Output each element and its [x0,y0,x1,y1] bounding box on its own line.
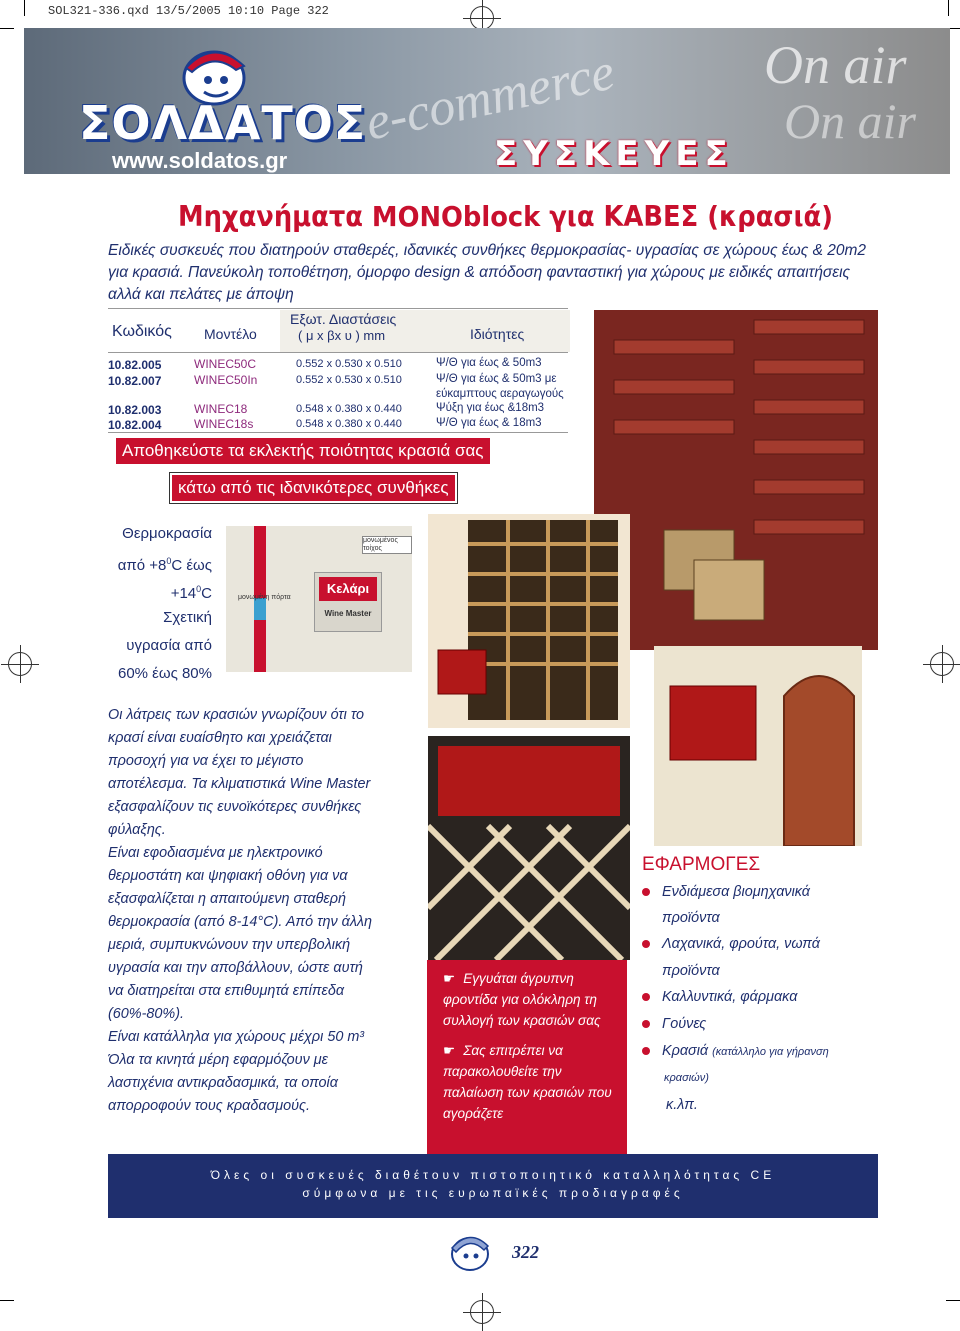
diagram-door [254,598,266,620]
body-line: αποτέλεσμα. Τα κλιματιστικά Wine Master [108,776,371,792]
col-header-dims: Εξωτ. Διαστάσεις [290,311,397,327]
application-item-etc: κ.λπ. [666,1097,698,1113]
diagram-wall-label: μονωμένος τοίχος [362,536,412,554]
cellar-diagram [226,526,412,672]
body-line: (60%-80%). [108,1006,184,1022]
body-line: να διατηρείται στα επιθυμητά επίπεδα [108,983,345,999]
body-line: μεριά, συμπυκνώνουν την υπερβολική [108,937,351,953]
feature-item: ☛ Εγγυάται άγρυπνη φροντίδα για ολόκληρη τη συλλογή των κρασιών σας [443,971,601,1028]
description-text [108,704,408,1118]
hand-pointer-icon: ☛ [443,1043,456,1058]
brick-racks-illustration [594,310,878,650]
row-dims: 0.548 x 0.380 x 0.440 [296,418,402,430]
crop-mark [0,28,14,29]
diagram-unit [314,572,382,632]
hand-pointer-icon: ☛ [443,971,456,986]
photo-wine-bottles-lattice [428,736,630,960]
temp-line: Θερμοκρασία [122,525,212,542]
application-item: Λαχανικά, φρούτα, νωπά [642,936,820,952]
body-line: προσοχή για να έχει το μέγιστο [108,753,304,769]
intro-paragraph: Ειδικές συσκευές που διατηρούν σταθερές, ιδανικές συνθήκες θερμοκρασίας- υγρασίας σε χώρους έως & 20m2 για κρασιά. Πανεύκολη τοποθέτηση, όμορφο design & απόδοση φανταστική για χώρους με ειδικές απαιτήσεις αλλά και πελάτες με άποψη [108,242,866,303]
row-code: 10.82.007 [108,374,162,388]
photo-wine-rack-room [428,514,630,728]
row-prop: Ψ/Θ για έως & 50m3 με [436,373,557,385]
crop-mark [24,0,25,16]
col-header-model: Μοντέλο [204,326,257,342]
application-item-cont: κρασιών) [664,1072,709,1084]
col-header-props: Ιδιότητες [470,326,525,342]
section-title: ΣΥΣΚΕΥΕΣ [494,134,734,174]
row-prop-2: εύκαμπτους αεραγωγούς [436,388,564,400]
header-banner [24,28,950,174]
row-model: WINEC50C [194,357,257,371]
feature-box [427,960,627,1154]
feature-item: ☛ Σας επιτρέπει να παρακολουθείτε την παλαίωση των κρασιών που αγοράζετε [443,1043,612,1121]
col-header-dims-units: ( μ x βx υ ) mm [298,328,386,343]
row-dims: 0.552 x 0.530 x 0.510 [296,358,402,370]
brand-url: www.soldatos.gr [112,148,288,173]
footer-line: Όλες οι συσκευές διαθέτουν πιστοποιητικό καταλληλότητας CE [210,1168,776,1182]
body-line: θερμοκρασία (από 8-14°C). Από την άλλη [108,914,372,930]
registration-mark [470,6,494,30]
application-item-cont: προϊόντα [662,963,720,979]
page-number: 322 [512,1242,539,1262]
lattice-illustration [428,736,630,960]
arched-rack-illustration [654,646,862,846]
file-slug: SOL321-336.qxd 13/5/2005 10:10 Page 322 [48,4,329,18]
body-line: απορροφούν τους κραδασμούς. [108,1098,311,1114]
brand-logo: ΣΟΛΔΑΤΟΣ [79,96,367,150]
applications-title: ΕΦΑΡΜΟΓΕΣ [642,854,761,875]
table-rule [108,432,568,433]
banner-watermark-onair: On air [764,35,907,95]
body-line: Όλα τα κινητά μέρη εφαρμόζουν με [108,1052,328,1068]
temp-line: $\alpha\pi ό +8^0C$ έως [117,556,212,574]
row-dims: 0.552 x 0.530 x 0.510 [296,374,402,386]
slogan-banner: Αποθηκεύστε τα εκλεκτής ποιότητας κρασιά σας [116,438,490,464]
row-prop: Ψύξη για έως &18m3 [436,402,545,414]
body-line: λαστιχένια αντικραδασμικά, τα οποία [108,1075,338,1091]
body-line: εξασφαλίζεται η απαιτούμενη σταθερή [108,891,346,907]
row-model: WINEC18s [194,417,254,431]
registration-mark [8,652,32,676]
table-rule [108,352,568,353]
bullet-dot-icon [642,1047,650,1055]
bullet-dot-icon [642,993,650,1001]
photo-wine-rack-unit [654,646,862,846]
body-line: κρασί είναι ευαίσθητο και χρειάζεται [108,730,332,746]
temp-line: 60% έως 80% [117,665,212,682]
registration-mark [930,652,954,676]
body-line: Είναι εφοδιασμένα με ηλεκτρονικό [108,845,323,861]
footer-line: σύμφωνα με τις ευρωπαϊκές προδιαγραφές [302,1186,684,1200]
table-rule [108,308,568,309]
row-code: 10.82.003 [108,403,162,417]
temperature-spec [100,520,212,690]
mascot-small-icon [446,1226,496,1276]
banner-watermark-onair-2: On air [784,93,916,149]
crop-mark [946,1300,960,1301]
body-line: θερμοστάτη και ψηφιακή οθόνη για να [108,868,348,884]
application-item-cont: προϊόντα [662,910,720,926]
registration-mark [470,1300,494,1324]
temp-line: $+14^0C$ [170,584,212,602]
body-line: υγρασία και την αποβάλλουν, ώστε αυτή [108,960,363,976]
photo-wine-cellar-brick [594,310,878,650]
row-prop: Ψ/Θ για έως & 18m3 [436,417,542,429]
row-code: 10.82.005 [108,358,162,372]
bullet-dot-icon [642,888,650,896]
bullet-dot-icon [642,940,650,948]
body-line: Οι λάτρεις των κρασιών γνωρίζουν ότι το [108,707,365,723]
diagram-room-label: Κελάρι [319,577,377,601]
col-header-code: Κωδικός [112,323,172,340]
row-model: WINEC18 [194,402,248,416]
banner-watermark: e-commerce [360,43,620,152]
temp-line: Σχετική [163,609,212,626]
application-item: Καλλυντικά, φάρμακα [642,989,797,1005]
ce-footer-banner [108,1154,878,1218]
row-dims: 0.548 x 0.380 x 0.440 [296,403,402,415]
row-model: WINEC50In [194,373,258,387]
application-item: Γούνες [642,1016,706,1032]
diagram-unit-label: Wine Master [324,609,372,618]
wooden-rack-illustration [428,514,630,728]
page-heading: Μηχανήματα MONOblock για ΚΑΒΕΣ (κρασιά) [178,200,833,233]
row-code: 10.82.004 [108,418,162,432]
application-item: Κρασιά (κατάλληλο για γήρανση [642,1043,829,1059]
crop-mark [0,1300,14,1301]
temp-line: υγρασία από [126,637,212,654]
body-line: εξασφαλίζουν τις ευνοϊκότερες συνθήκες [108,799,362,815]
bullet-dot-icon [642,1020,650,1028]
crop-mark [948,0,949,16]
application-item: Ενδιάμεσα βιομηχανικά [642,884,810,900]
row-prop: Ψ/Θ για έως & 50m3 [436,357,542,369]
body-line: Είναι κατάλληλα για χώρους μέχρι 50 m³ [108,1029,365,1045]
slogan-banner-2: κάτω από τις ιδανικότερες συνθήκες [170,473,457,503]
diagram-door-label: μονωμένη πόρτα [238,594,291,601]
body-line: φύλαξης. [108,822,166,838]
